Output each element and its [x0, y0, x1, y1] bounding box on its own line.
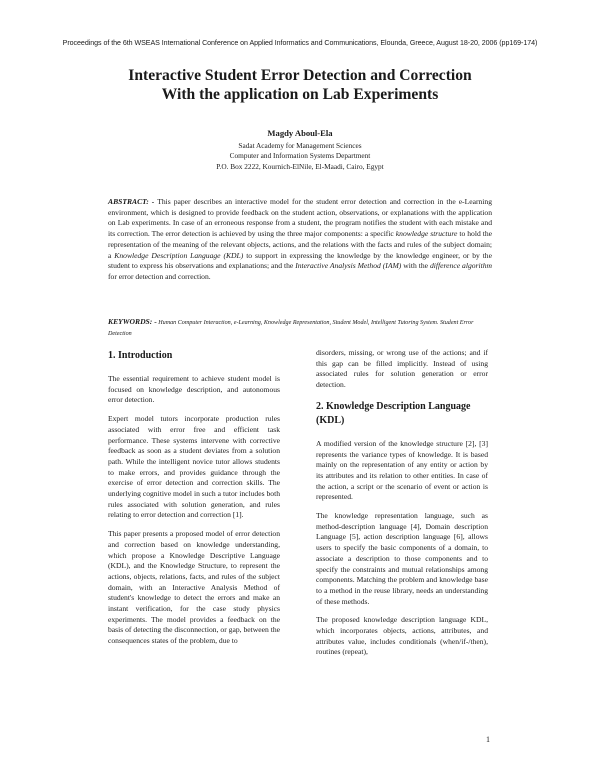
section-2-paragraph-2: The knowledge representation language, such as method-description language [4], Domain description Language [5], action description language [6], allows users to specify the basic components of a domain, to associate a description to those components and to specify the constraints and mutual relationships among components. Matching the problem and knowledge base to a method in the reuse library, needs an understanding of these methods. — [316, 511, 488, 606]
section-2-heading: 2. Knowledge Description Language (KDL) — [316, 400, 471, 426]
abstract — [108, 197, 492, 283]
keywords-label: KEYWORDS: - — [108, 317, 157, 326]
abstract-text-3: to support in expressing the knowledge by the knowledge engineer, or by the student to express his observations and explanations; and the — [108, 250, 492, 271]
abstract-text-5: for error detection and correction. — [108, 271, 211, 281]
right-column — [316, 348, 488, 666]
section-1-paragraph-3-continued: disorders, missing, or wrong use of the actions; and if this gap can be filled implicitly. Instead of using associated rules for solution generation or error detection. — [316, 348, 488, 390]
abstract-term-kdl: Knowledge Description Language (KDL) — [114, 250, 244, 260]
affiliation-line-2: Computer and Information Systems Department — [229, 151, 371, 161]
section-2-paragraph-1: A modified version of the knowledge structure [2], [3] represents the variance types of knowledge. It is based mainly on the representation of any entity or action by its attributes and its relation to other entities. In case of the action, a script or the scenario of event or action is represented. — [316, 438, 488, 502]
running-header: Proceedings of the 6th WSEAS International Conference on Applied Informatics and Communications, Elounda, Greece, August 18-20, 2006 (pp169-174) — [62, 39, 538, 47]
abstract-term-difference-algorithm: difference algorithm — [430, 261, 492, 271]
title-line-1: Interactive Student Error Detection and Correction — [128, 67, 472, 84]
abstract-text-1: This paper describes an interactive model for the student error detection and correction in the e-Learning environment, which is designed to provide feedback on the student action, observations, or explanations with the application on Lab experiments. In case of an erroneous response from a student, the program notifies the student with each mistake and its correction. The error detection is achieved by using the three major components: a specific — [108, 197, 492, 239]
keywords-text: Human Computer Interaction, e-Learning, Knowledge Representation, Student Model, Intelligent Tutoring System. Student Error Detection — [108, 320, 474, 338]
affiliation-line-1: Sadat Academy for Management Sciences — [238, 141, 362, 150]
paper-title — [70, 66, 530, 104]
abstract-text-4: with the — [401, 261, 430, 271]
section-1-heading: 1. Introduction — [108, 350, 173, 361]
author-affiliation — [100, 141, 500, 172]
section-1-paragraph-1: The essential requirement to achieve student model is focused on knowledge description, and autonomous error detection. — [108, 374, 280, 405]
abstract-label: ABSTRACT: - — [108, 197, 155, 206]
abstract-term-iam: Interactive Analysis Method (IAM) — [295, 261, 402, 271]
abstract-text-2: to hold the representation of the meaning of the relevant objects, actions, and the relations with the facts and rules of the subject domain; a — [108, 229, 492, 260]
section-1-paragraph-3: This paper presents a proposed model of error detection and correction based on knowledge understanding, which propose a Knowledge Descriptive Language (KDL), and the Knowledge Structure, to represent the actions, objects, relations, facts, and rules of the subject domain, with an Interactive Analysis Method of student's knowledge to detect the errors and make an instant verification, for the case study physics experiments. The model provides a feedback on the basis of detecting the disconnection, or gap, between the consequences states of the problem, due to — [108, 529, 280, 646]
author-name: Magdy Aboul-Ela — [267, 128, 333, 138]
section-2-paragraph-3: The proposed knowledge description language KDL, which incorporates objects, actions, attributes, and attributes value, includes conditionals (when/if-/then), routines (repeat), — [316, 615, 488, 657]
page-number: 1 — [486, 735, 490, 744]
left-column — [108, 348, 280, 655]
affiliation-line-3: P.O. Box 2222, Kournich-ElNile, El-Maadi, Cairo, Egypt — [216, 161, 384, 171]
keywords — [108, 317, 492, 340]
section-1-paragraph-2: Expert model tutors incorporate production rules associated with error free and efficient task performance. These systems intervene with corrective feedback as soon as a student deviates from a solution path. While the intelligent novice tutor allows students to make errors, and provides guidance through the exercise of error detection and correction skills. The underlying cognitive model in such a tutor includes both rules associated with solution generation, and rules relating to error detection and correction [1]. — [108, 414, 280, 520]
abstract-term-knowledge-structure: knowledge structure — [395, 229, 458, 239]
title-line-2: With the application on Lab Experiments — [161, 86, 439, 103]
